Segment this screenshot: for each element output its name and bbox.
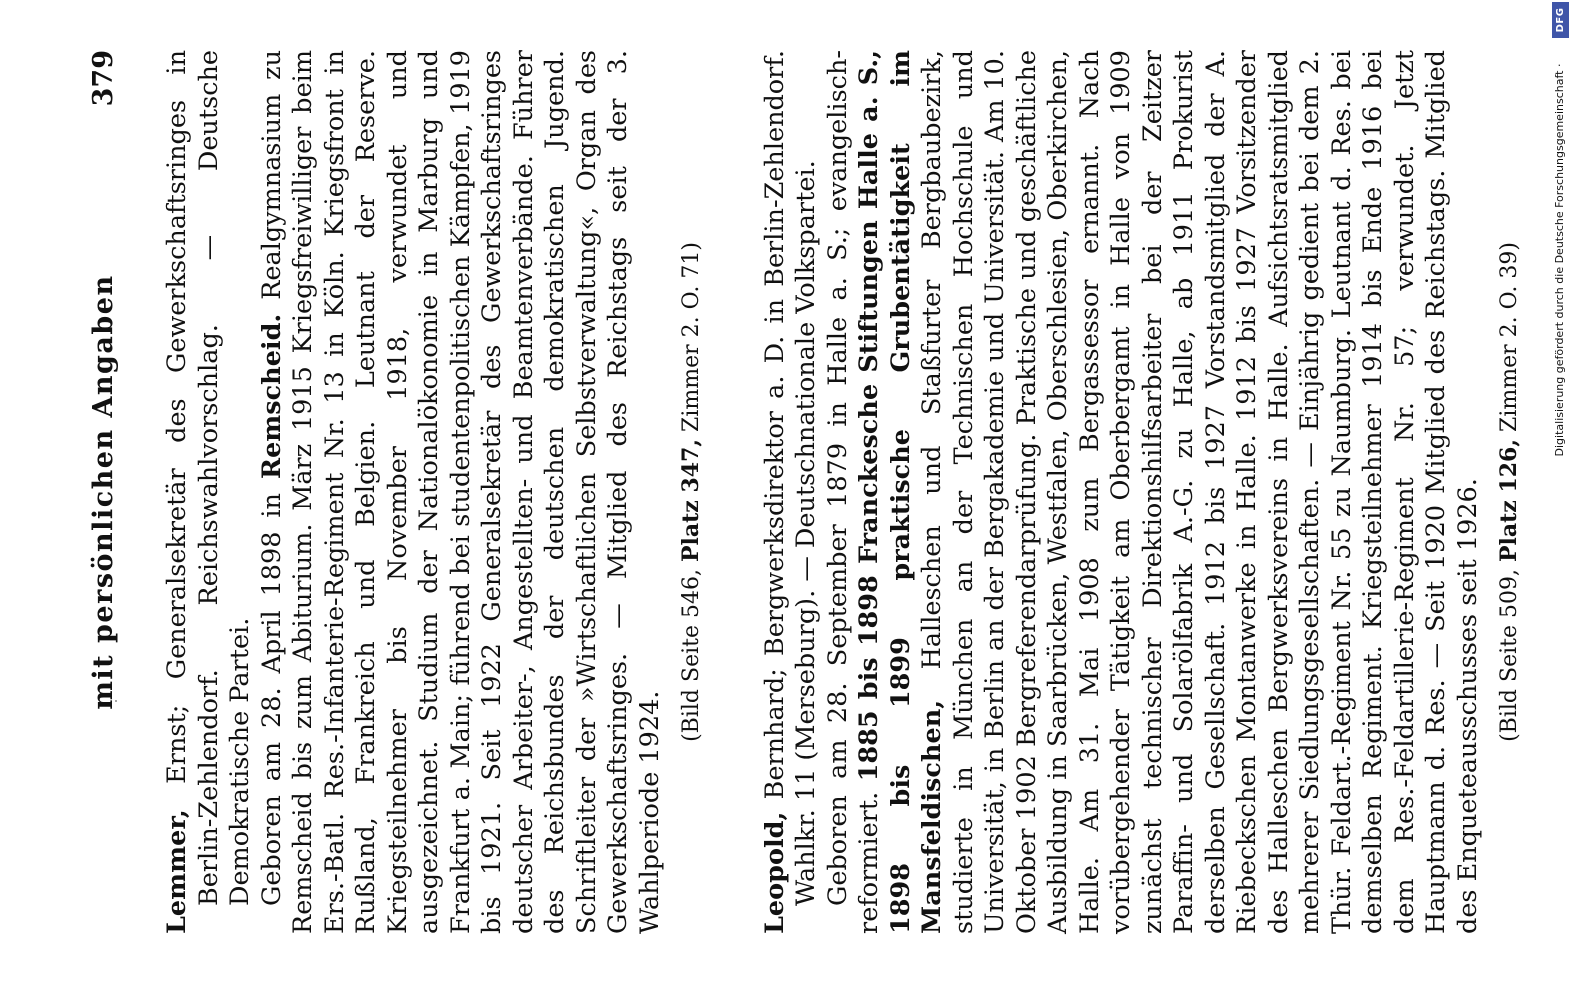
digitization-credit: Digitalisierung gefördert durch die Deutsche Forschungsgemeinschaft ·	[1553, 63, 1566, 457]
reference-seat: Platz 347,	[678, 438, 704, 563]
entry-heading-text: Bernhard; Bergwerksdirektor a. D. in Berlin-Zehlendorf. Wahlkr. 11 (Merseburg). — Deutschnationale Volkspartei.	[759, 50, 821, 906]
entry-body-text: Realgymnasium zu Remscheid bis zum Abiturium. März 1915 Kriegsfreiwilliger beim Ers.-Batl. Res.-Infanterie-Regiment Nr. 13 in Köln. Kriegsfront in Rußland, Frankreich und Belgien. Leutnant der Reserve. Kriegsteilnehmer bis November 1918, verwundet und ausgezeichnet. Studium der Nationalökonomie in Marburg und Frankfurt a. Main; führend bei studentenpolitischen Kämpfen, 1919 bis 1921. Seit 1922 Generalsekretär des Gewerkschaftsringes deutscher Arbeiter-, Angestellten- und Beamtenverbände. Führer des Reichsbundes der deutschen demokratischen Jugend. Schriftleiter der »Wirtschaftlichen Selbstverwaltung«, Organ des Gewerkschaftsringes. — Mitglied des Reichstags seit der 3. Wahlperiode 1924.	[256, 49, 665, 934]
entry-body-text: Halleschen und Staßfurter Bergbaubezirk, studierte in München an der Technischen Hochschule und Universität, in Berlin an der Bergakademie und Universität. Am 10. Oktober 1902 Bergreferendarprüfung. Praktische und geschäftliche Ausbildung in Saarbrücken, Westfalen, Oberschlesien, Oberkirchen, Halle. Am 31. Mai 1908 zum Bergassessor ernannt. Nach vorübergehender Tätigkeit am Oberbergamt in Halle von 1909 zunächst technischer Direktionshilfsarbeiter bei der Zeitzer Paraffin- und Solarölfabrik A.-G. zu Halle, ab 1911 Prokurist derselben Gesellschaft. 1912 bis 1927 Vorstandsmitglied der A. Riebeckschen Montanwerke in Halle. 1912 bis 1927 Vorsitzender des Halleschen Bergwerksvereins in Halle. Aufsichtsratsmitglied mehrerer Siedlungsgesellschaften. — Einjährig gedient bei dem 2. Thür. Feldart.-Regiment Nr. 55 zu Naumburg. Leutnant d. Res. bei demselben Regiment. Kriegsteilnehmer 1914 bis Ende 1916 bei dem Res.-Feldartillerie-Regiment Nr. 57; verwundet. Jetzt Hauptmann d. Res. — Seit 1920 Mitglied des Reichstags. Mitglied des Enqueteausschusses seit 1926.	[917, 50, 1483, 934]
reference-room: Zimmer 2. O. 39)	[1497, 242, 1522, 432]
entry-heading	[162, 50, 257, 934]
biography-entry-leopold	[760, 50, 1526, 934]
entry-heading-text: Ernst; Generalsekretär des Gewerkschaftsringes in Berlin-Zehlendorf. Reichswahlvorschlag. — Deutsche Demokratische Partei.	[162, 49, 255, 906]
entry-body-emphasis: 1885 bis 1898 Franckesche Stiftungen Halle a. S., 1898 bis 1899 praktische Grubentätigkeit im Mansfeldischen,	[854, 49, 947, 934]
running-header	[88, 50, 144, 934]
reference-picture: (Bild Seite 509,	[1497, 569, 1522, 742]
entry-reference	[1494, 50, 1526, 934]
entry-body	[823, 50, 1485, 934]
entry-body-emphasis: Remscheid.	[256, 313, 287, 480]
entry-heading	[760, 50, 823, 934]
entry-name: Leopold,	[759, 811, 790, 934]
page-number: 379	[88, 50, 119, 107]
entry-body	[257, 50, 667, 934]
entry-name: Lemmer,	[162, 809, 192, 934]
reference-room: Zimmer 2. O. 71)	[679, 242, 704, 432]
entry-body-start: Geboren am 28. April 1898 in	[256, 493, 287, 906]
page-heading: mit persönlichen Angaben	[88, 274, 119, 710]
reference-picture: (Bild Seite 546,	[679, 569, 704, 742]
entry-reference	[676, 50, 708, 934]
reference-seat: Platz 126,	[1496, 438, 1522, 563]
entry-body-start: Geboren am 28. September 1879 in Halle a. S.; evangelisch-reformiert.	[822, 50, 884, 934]
dfg-logo	[1552, 2, 1569, 38]
dfg-logo-text: DFG	[1555, 7, 1566, 33]
biography-entry-lemmer	[162, 50, 708, 934]
